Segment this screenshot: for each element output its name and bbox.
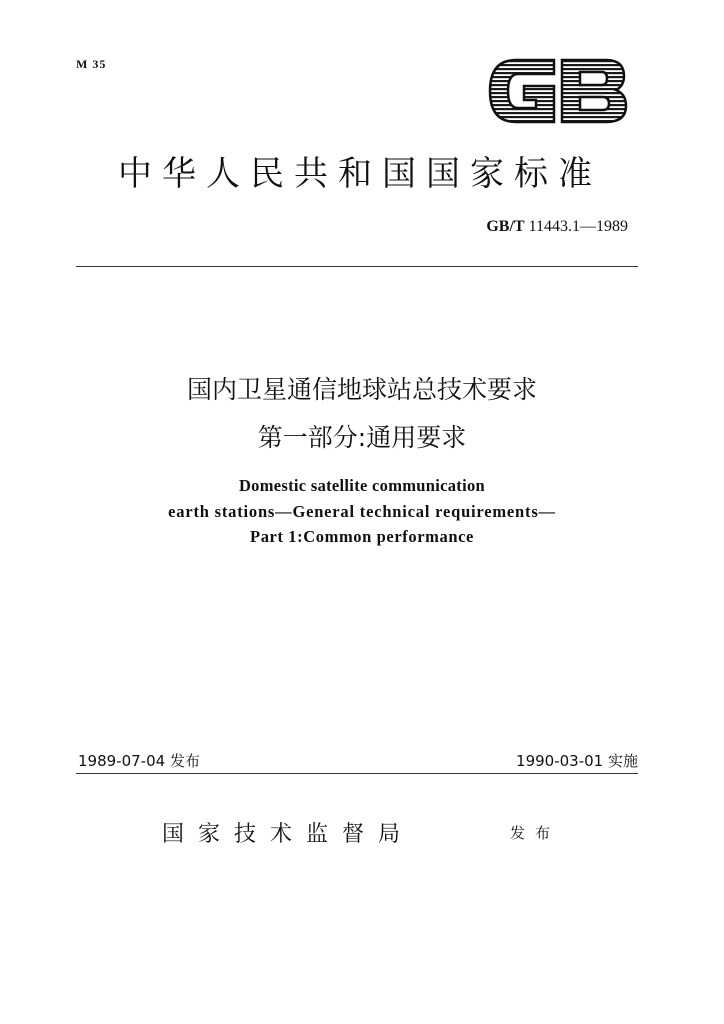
bottom-divider: [76, 773, 638, 774]
chinese-title-line-2: 第一部分:通用要求: [257, 423, 467, 452]
english-title-line-3: Part 1:Common performance: [250, 527, 474, 546]
english-title-line-2: earth stations—General technical requirements—: [168, 502, 556, 521]
implementation-date: 1990-03-01 实施: [516, 752, 638, 770]
standard-category-title: 中华人民共和国国家标准: [118, 154, 602, 194]
top-divider: [76, 266, 638, 267]
standard-number-value: 11443.1—1989: [528, 218, 628, 235]
english-title-line-1: Domestic satellite communication: [238, 476, 486, 495]
standard-number-prefix: GB/T: [486, 218, 525, 235]
publisher-name: 国家技术监督局: [162, 822, 415, 847]
standard-number: [486, 218, 628, 236]
chinese-title-line-1: 国内卫星通信地球站总技术要求: [186, 375, 537, 404]
publish-label: 发布: [510, 824, 561, 842]
classification-code: M 35: [76, 57, 107, 71]
issue-date: 1989-07-04 发布: [78, 752, 200, 770]
gb-logo: [486, 52, 629, 130]
